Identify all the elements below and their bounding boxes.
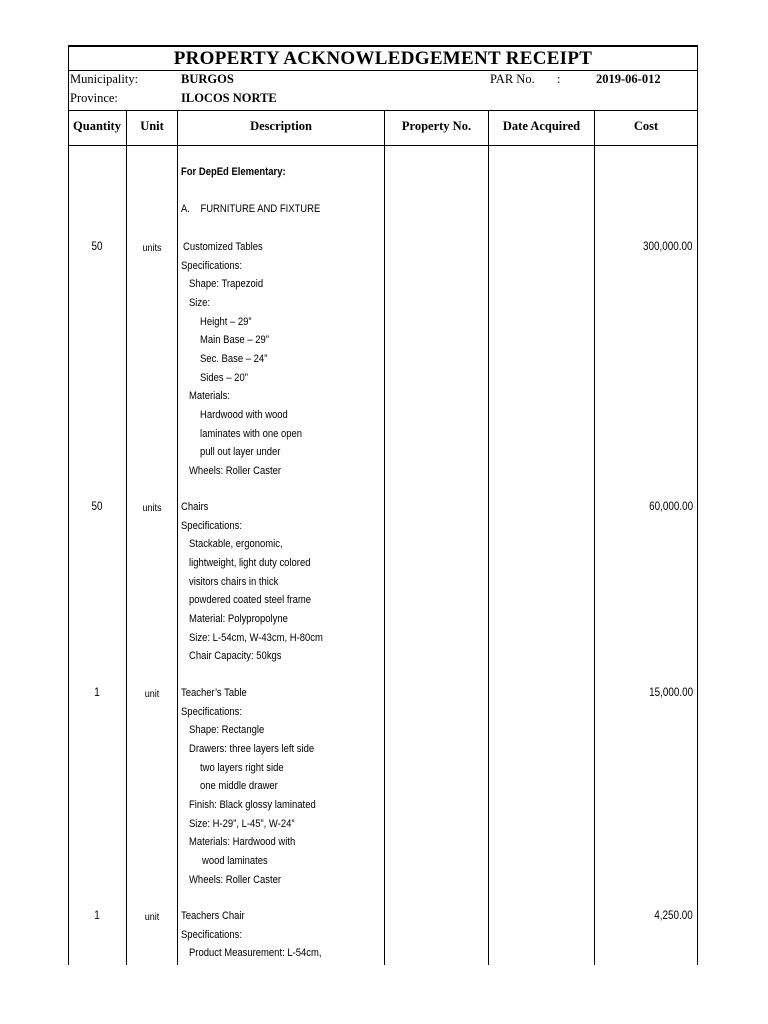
item-cost: 4,250.00 (654, 910, 693, 922)
item-quantity: 50 (91, 241, 103, 253)
item-spec-line: Stackable, ergonomic, (189, 538, 283, 551)
header-date-acquired: Date Acquired (502, 119, 581, 133)
item-spec-line: Materials: (189, 390, 231, 403)
municipality-label: Municipality: (70, 72, 139, 86)
item-spec-line: Wheels: Roller Caster (189, 873, 282, 886)
col-sep-2 (177, 110, 178, 965)
item-quantity: 1 (94, 687, 100, 699)
par-colon: : (557, 72, 561, 86)
item-spec-line: Size: H-29”, L-45”, W-24” (189, 817, 295, 830)
rule-title (68, 70, 698, 71)
item-name: Customized Tables (183, 241, 263, 253)
item-spec-line: visitors chairs in thick (189, 575, 279, 588)
document-title: PROPERTY ACKNOWLEDGEMENT RECEIPT (173, 48, 593, 69)
rule-header (68, 145, 698, 146)
item-spec-line: Shape: Trapezoid (189, 278, 264, 291)
par-label: PAR No. (490, 72, 535, 86)
item-spec-line: Height – 29” (200, 315, 252, 328)
item-spec-line: Specifications: (181, 928, 243, 941)
item-cost: 60,000.00 (648, 501, 693, 513)
item-name: Teacher’s Table (181, 687, 247, 699)
section-heading: For DepEd Elementary: (181, 166, 286, 178)
border-top (68, 45, 698, 47)
col-sep-5 (594, 110, 595, 965)
item-spec-line: Finish: Black glossy laminated (189, 798, 316, 811)
item-spec-line: Sec. Base – 24” (200, 352, 268, 365)
item-unit: unit (144, 911, 160, 923)
item-spec-line: Wheels: Roller Caster (189, 464, 282, 477)
item-spec-line: Materials: Hardwood with (189, 836, 296, 849)
header-property-no: Property No. (401, 119, 472, 133)
item-spec-line: Specifications: (181, 259, 243, 272)
province-value: ILOCOS NORTE (181, 91, 277, 105)
item-spec-line: Specifications: (181, 519, 243, 532)
item-spec-line: two layers right side (200, 761, 284, 774)
item-spec-line: one middle drawer (200, 780, 278, 793)
item-name: Teachers Chair (181, 910, 245, 922)
item-spec-line: Product Measurement: L-54cm, (189, 947, 322, 960)
item-spec-line: Sides – 20” (200, 371, 248, 384)
item-unit: units (142, 502, 162, 514)
par-value: 2019-06-012 (596, 72, 661, 86)
item-spec-line: laminates with one open (200, 427, 303, 440)
municipality-value: BURGOS (181, 72, 234, 86)
item-cost: 300,000.00 (643, 241, 693, 253)
item-unit: units (142, 242, 162, 254)
col-sep-4 (488, 110, 489, 965)
item-unit: unit (144, 688, 160, 700)
item-spec-line: powdered coated steel frame (189, 594, 312, 607)
col-sep-1 (126, 110, 127, 965)
item-spec-line: Specifications: (181, 705, 243, 718)
item-name: Chairs (181, 501, 209, 513)
item-cost: 15,000.00 (648, 687, 693, 699)
item-spec-line: Drawers: three layers left side (189, 742, 315, 755)
header-cost: Cost (633, 119, 659, 133)
border-right (697, 45, 698, 965)
item-quantity: 1 (94, 910, 100, 922)
header-description: Description (250, 119, 312, 133)
item-spec-line: Size: L-54cm, W-43cm, H-80cm (189, 631, 323, 644)
header-unit: Unit (140, 119, 164, 133)
item-quantity: 50 (91, 501, 103, 513)
col-sep-3 (384, 110, 385, 965)
item-spec-line: pull out layer under (200, 446, 281, 459)
border-left (68, 45, 69, 965)
category-heading: A. FURNITURE AND FIXTURE (181, 203, 321, 215)
item-spec-line: Size: (189, 296, 211, 309)
rule-meta (68, 110, 698, 111)
item-spec-line: wood laminates (202, 854, 268, 867)
receipt-sheet (68, 45, 698, 975)
item-spec-line: Main Base – 29” (200, 334, 269, 347)
item-spec-line: Material: Polypropolyne (189, 612, 288, 625)
item-spec-line: lightweight, light duty colored (189, 556, 311, 569)
header-quantity: Quantity (73, 119, 121, 133)
item-spec-line: Chair Capacity: 50kgs (189, 650, 282, 663)
item-spec-line: Shape: Rectangle (189, 724, 265, 737)
item-spec-line: Hardwood with wood (200, 408, 288, 421)
province-label: Province: (70, 91, 118, 105)
